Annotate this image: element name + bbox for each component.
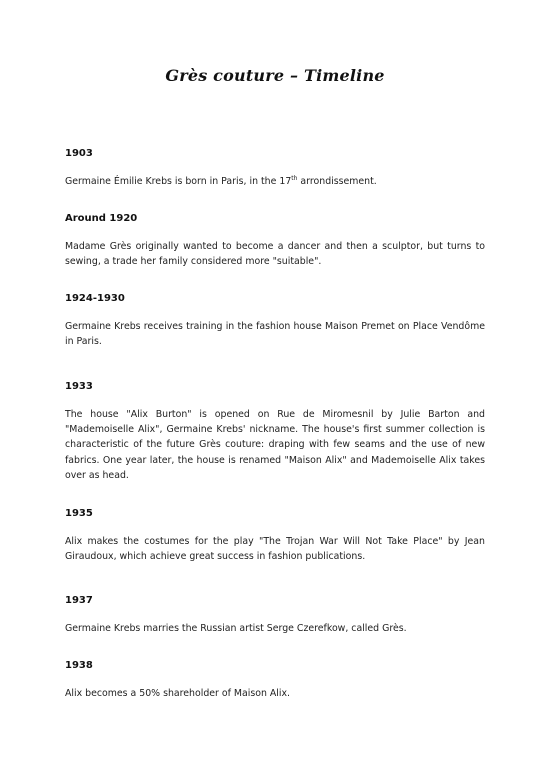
timeline-entry-1924-1930 (65, 293, 485, 349)
timeline-entry-1938 (65, 660, 485, 701)
entry-text: The house "Alix Burton" is opened on Rue de Miromesnil by Julie Barton and "Mademoiselle Alix", Germaine Krebs' nickname. The house's first summer collection is characteristic of the future Grès couture: draping with few seams and the use of new fabrics. One year later, the house is renamed "Maison Alix" and Mademoiselle Alix takes over as head. (65, 409, 485, 481)
entry-year: 1933 (65, 381, 93, 392)
entry-year: 1935 (65, 508, 93, 519)
timeline-entry-1937 (65, 595, 485, 636)
timeline-entry-around-1920 (65, 213, 485, 269)
entry-text: Germaine Krebs marries the Russian artist Serge Czerefkow, called Grès. (65, 623, 407, 634)
entry-text: Alix becomes a 50% shareholder of Maison Alix. (65, 688, 291, 699)
entry-text: Germaine Krebs receives training in the fashion house Maison Premet on Place Vendôme in Paris. (65, 321, 485, 348)
entry-year: Around 1920 (65, 213, 138, 224)
entry-text: Alix makes the costumes for the play "The Trojan War Will Not Take Place" by Jean Giraudoux, which achieve great success in fashion publications. (65, 536, 485, 563)
ordinal-suffix: th (291, 174, 298, 182)
entry-year: 1924-1930 (65, 293, 125, 304)
entry-text-part: arrondissement. (297, 176, 377, 187)
entry-year: 1903 (65, 148, 93, 159)
entry-year: 1938 (65, 660, 93, 671)
entry-text-part: Germaine Émilie Krebs is born in Paris, in the 17 (65, 176, 292, 187)
timeline-entry-1935 (65, 508, 485, 564)
entry-text (65, 174, 485, 189)
document-title: Grès couture – Timeline (165, 66, 385, 85)
entry-text: Madame Grès originally wanted to become a dancer and then a sculptor, but turns to sewing, a trade her family considered more "suitable". (65, 241, 485, 268)
timeline-entry-1933 (65, 381, 485, 483)
timeline-entry-1903 (65, 148, 485, 189)
entry-year: 1937 (65, 595, 93, 606)
